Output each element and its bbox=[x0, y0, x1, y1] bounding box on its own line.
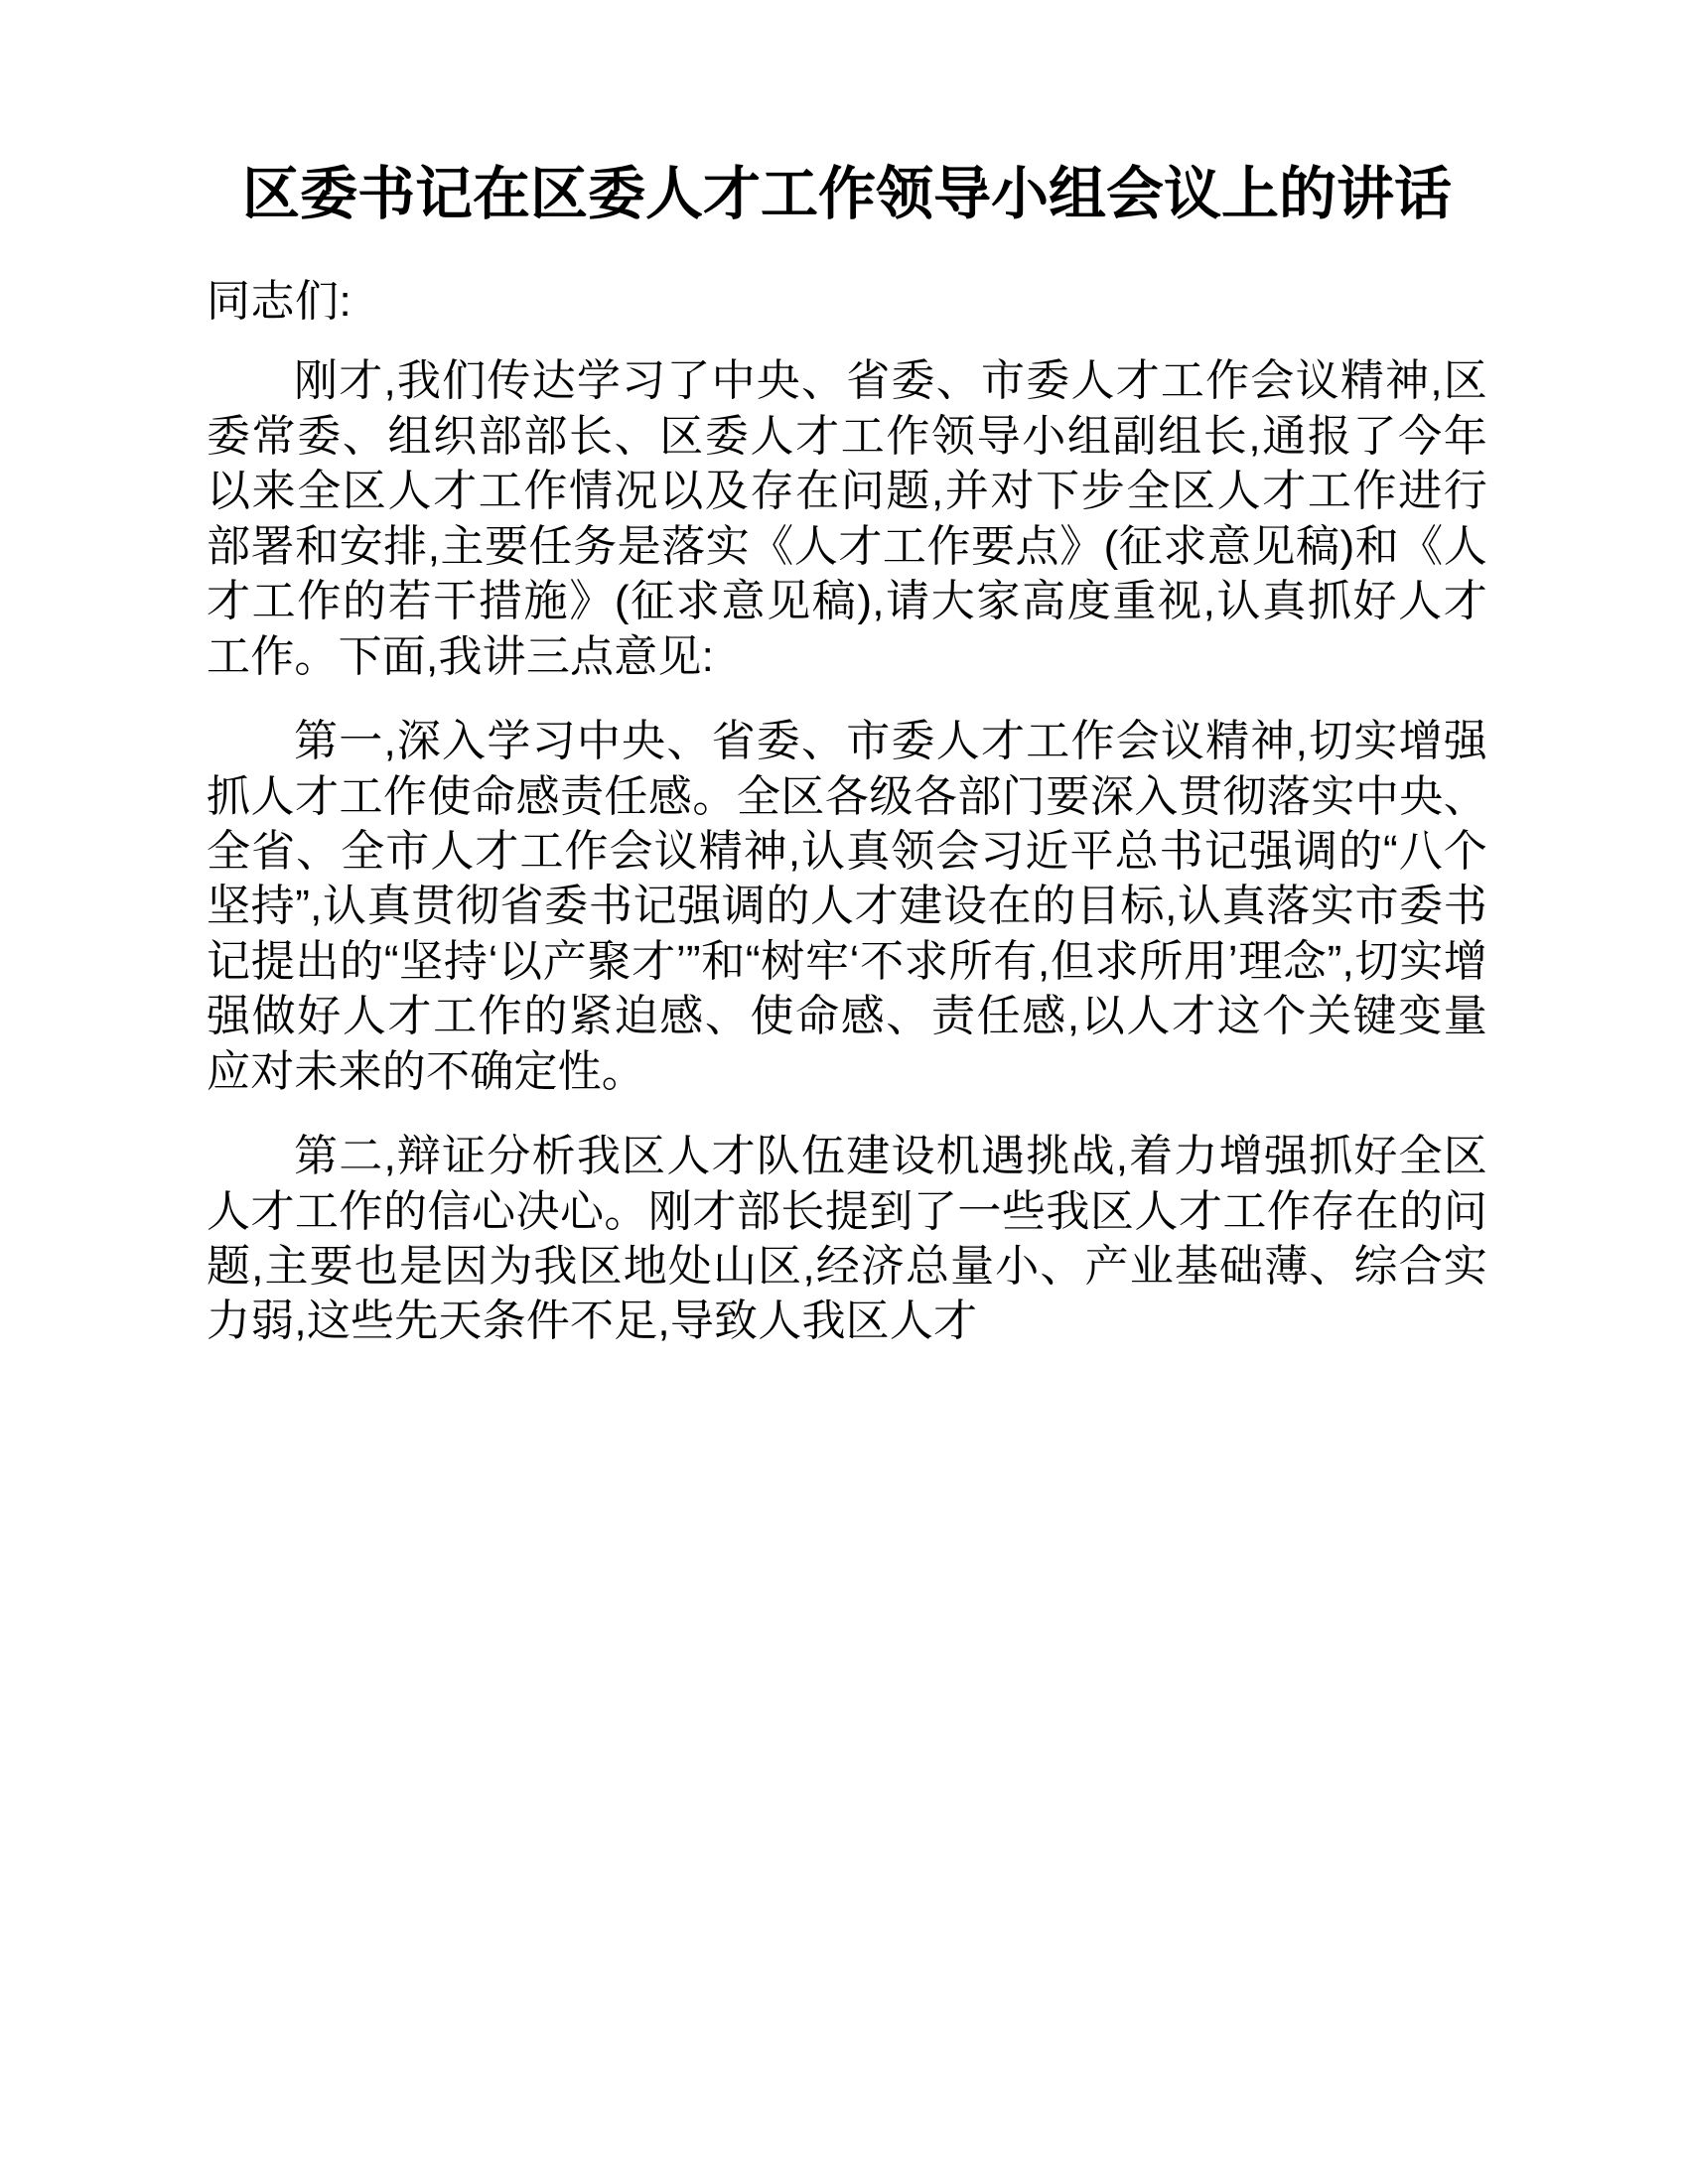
paragraph-2: 第一,深入学习中央、省委、市委人才工作会议精神,切实增强抓人才工作使命感责任感。全区各级各部门要深入贯彻落实中央、全省、全市人才工作会议精神,认真领会习近平总书记强调的“八个坚持”,认真贯彻省委书记强调的人才建设在的目标,认真落实市委书记提出的“坚持‘以产聚才’”和“树牢‘不求所有,但求所用’理念”,切实增强做好人才工作的紧迫感、使命感、责任感,以人才这个关键变量应对未来的不确定性。 bbox=[207, 717, 1487, 1096]
paragraph-1: 刚才,我们传达学习了中央、省委、市委人才工作会议精神,区委常委、组织部部长、区委人才工作领导小组副组长,通报了今年以来全区人才工作情况以及存在问题,并对下步全区人才工作进行部署和安排,主要任务是落实《人才工作要点》(征求意见稿)和《人才工作的若干措施》(征求意见稿),请大家高度重视,认真抓好人才工作。下面,我讲三点意见: bbox=[207, 356, 1487, 681]
document-body bbox=[207, 0, 1487, 1349]
page-title: 区委书记在区委人才工作领导小组会议上的讲话 bbox=[241, 162, 1452, 226]
salutation: 同志们: bbox=[207, 277, 352, 327]
paragraph-3: 第二,辩证分析我区人才队伍建设机遇挑战,着力增强抓好全区人才工作的信心决心。刚才部长提到了一些我区人才工作存在的问题,主要也是因为我区地处山区,经济总量小、产业基础薄、综合实力弱,这些先天条件不足,导致人我区人才 bbox=[207, 1132, 1487, 1346]
